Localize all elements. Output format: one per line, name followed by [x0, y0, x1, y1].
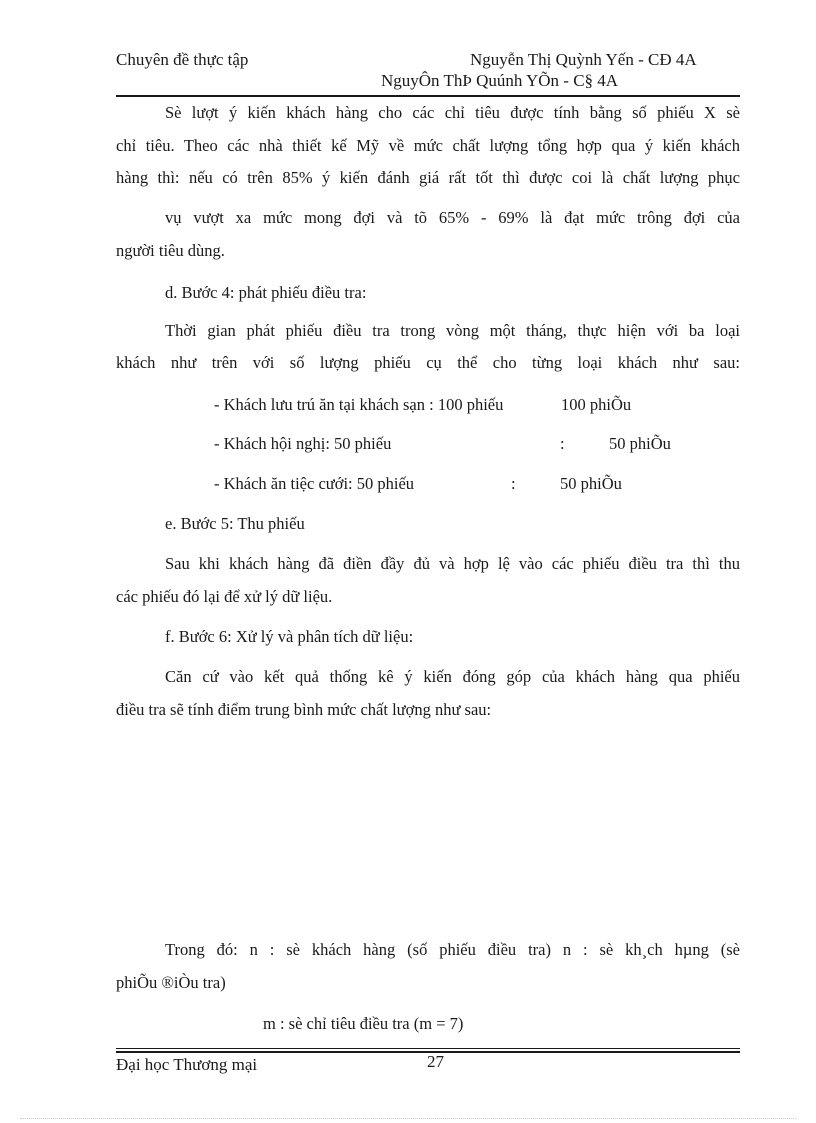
step5-heading: e. Bước 5: Thu phiếu: [165, 514, 305, 533]
step4-heading: d. Bước 4: phát phiếu điều tra:: [165, 283, 367, 302]
p2-line-2: người tiêu dùng.: [116, 241, 225, 260]
p1-line-2: chỉ tiêu. Theo các nhà thiết kế Mỹ về mức chất lượng tổng hợp qua ý kiến khách: [116, 136, 740, 155]
where-line-2: phiÕu ®iÒu tra): [116, 973, 226, 992]
step6-heading: f. Bước 6: Xử lý và phân tích dữ liệu:: [165, 627, 414, 646]
footer-left: Đại học Thương mại: [116, 1055, 258, 1074]
header-right-garbled: NguyÔn ThÞ Quúnh YÕn - C§ 4A: [381, 71, 619, 90]
p5-line-2: điều tra sẽ tính điểm trung bình mức chất lượng như sau:: [116, 700, 492, 719]
list-item-2-sep: :: [560, 434, 565, 453]
p1-line-1: Sè lượt ý kiến khách hàng cho các chỉ tiêu được tính bằng số phiếu X sè: [165, 103, 740, 122]
where-line-1: Trong đó: n : sè khách hàng (số phiếu điều tra) n : sè kh¸ch hµng (sè: [165, 940, 740, 959]
footer-rule-top: [116, 1048, 740, 1049]
list-item-2-label: - Khách hội nghị: 50 phiếu: [214, 434, 392, 453]
p4-line-1: Sau khi khách hàng đã điền đầy đủ và hợp lệ vào các phiếu điều tra thì thu: [165, 554, 740, 573]
list-item-1-label: - Khách lưu trú ăn tại khách sạn : 100 phiếu: [214, 395, 504, 414]
list-item-3-garbled: 50 phiÕu: [560, 474, 622, 493]
header-left: Chuyên đề thực tập: [116, 50, 249, 69]
p5-line-1: Căn cứ vào kết quả thống kê ý kiến đóng góp của khách hàng qua phiếu: [165, 667, 740, 686]
p3-line-1: Thời gian phát phiếu điều tra trong vòng một tháng, thực hiện với ba loại: [165, 321, 740, 340]
page-edge-dots: [20, 1118, 796, 1119]
list-item-3-label: - Khách ăn tiệc cưới: 50 phiếu: [214, 474, 415, 493]
where-line-3: m : sè chỉ tiêu điều tra (m = 7): [263, 1014, 464, 1033]
p1-line-3: hàng thì: nếu có trên 85% ý kiến đánh giá rất tốt thì được coi là chất lượng phục: [116, 168, 740, 187]
p4-line-2: các phiếu đó lại để xử lý dữ liệu.: [116, 587, 333, 606]
header-right: Nguyễn Thị Quỳnh Yến - CĐ 4A: [470, 50, 697, 69]
list-item-1-garbled: 100 phiÕu: [561, 395, 632, 414]
list-item-3-sep: :: [511, 474, 516, 493]
p3-line-2: khách như trên với số lượng phiếu cụ thể cho từng loại khách như sau:: [116, 353, 740, 372]
page-number: 27: [427, 1052, 444, 1071]
p2-line-1: vụ vượt xa mức mong đợi và tõ 65% - 69% là đạt mức trông đợi của: [165, 208, 740, 227]
list-item-2-garbled: 50 phiÕu: [609, 434, 671, 453]
header-rule: [116, 95, 740, 97]
